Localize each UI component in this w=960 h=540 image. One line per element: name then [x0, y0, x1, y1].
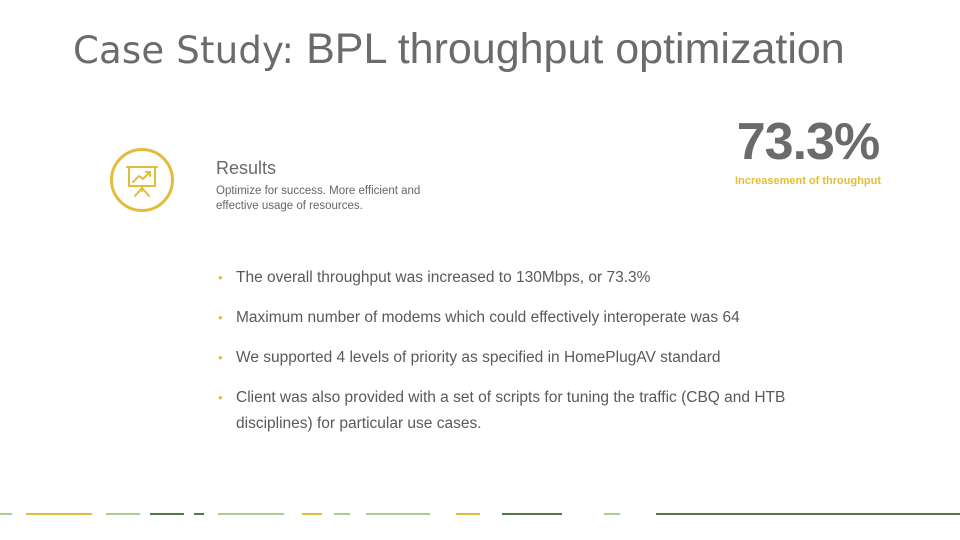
decorative-dash-line	[0, 512, 960, 516]
bullet-text: Maximum number of modems which could effectively interoperate was 64	[236, 309, 740, 326]
bullet-dot-icon: •	[218, 310, 223, 325]
presentation-chart-icon-graphic	[113, 151, 171, 209]
presentation-chart-icon	[110, 148, 174, 212]
bullet-text: Client was also provided with a set of scripts for tuning the traffic (CBQ and HTB disciplines) for particular use cases.	[236, 389, 786, 432]
stat-block	[718, 113, 898, 187]
bullet-text: The overall throughput was increased to 130Mbps, or 73.3%	[236, 269, 651, 286]
bullet-dot-icon: •	[218, 350, 223, 365]
results-bullet-list	[218, 265, 858, 451]
bullet-dot-icon: •	[218, 390, 223, 405]
bullet-item	[218, 345, 858, 371]
bullet-text: We supported 4 levels of priority as specified in HomePlugAV standard	[236, 349, 721, 366]
results-description: Optimize for success. More efficient and effective usage of resources.	[216, 185, 421, 212]
bullet-item	[218, 385, 858, 437]
slide-title-main: BPL throughput optimization	[306, 25, 845, 73]
bullet-dot-icon: •	[218, 270, 223, 285]
bullet-item	[218, 265, 858, 291]
bullet-item	[218, 305, 858, 331]
results-heading: Results	[216, 158, 277, 178]
slide-title-lead: Case Study:	[73, 29, 307, 72]
slide-title	[73, 25, 845, 73]
stat-caption: Increasement of throughput	[734, 175, 882, 187]
stat-value: 73.3%	[736, 113, 880, 171]
